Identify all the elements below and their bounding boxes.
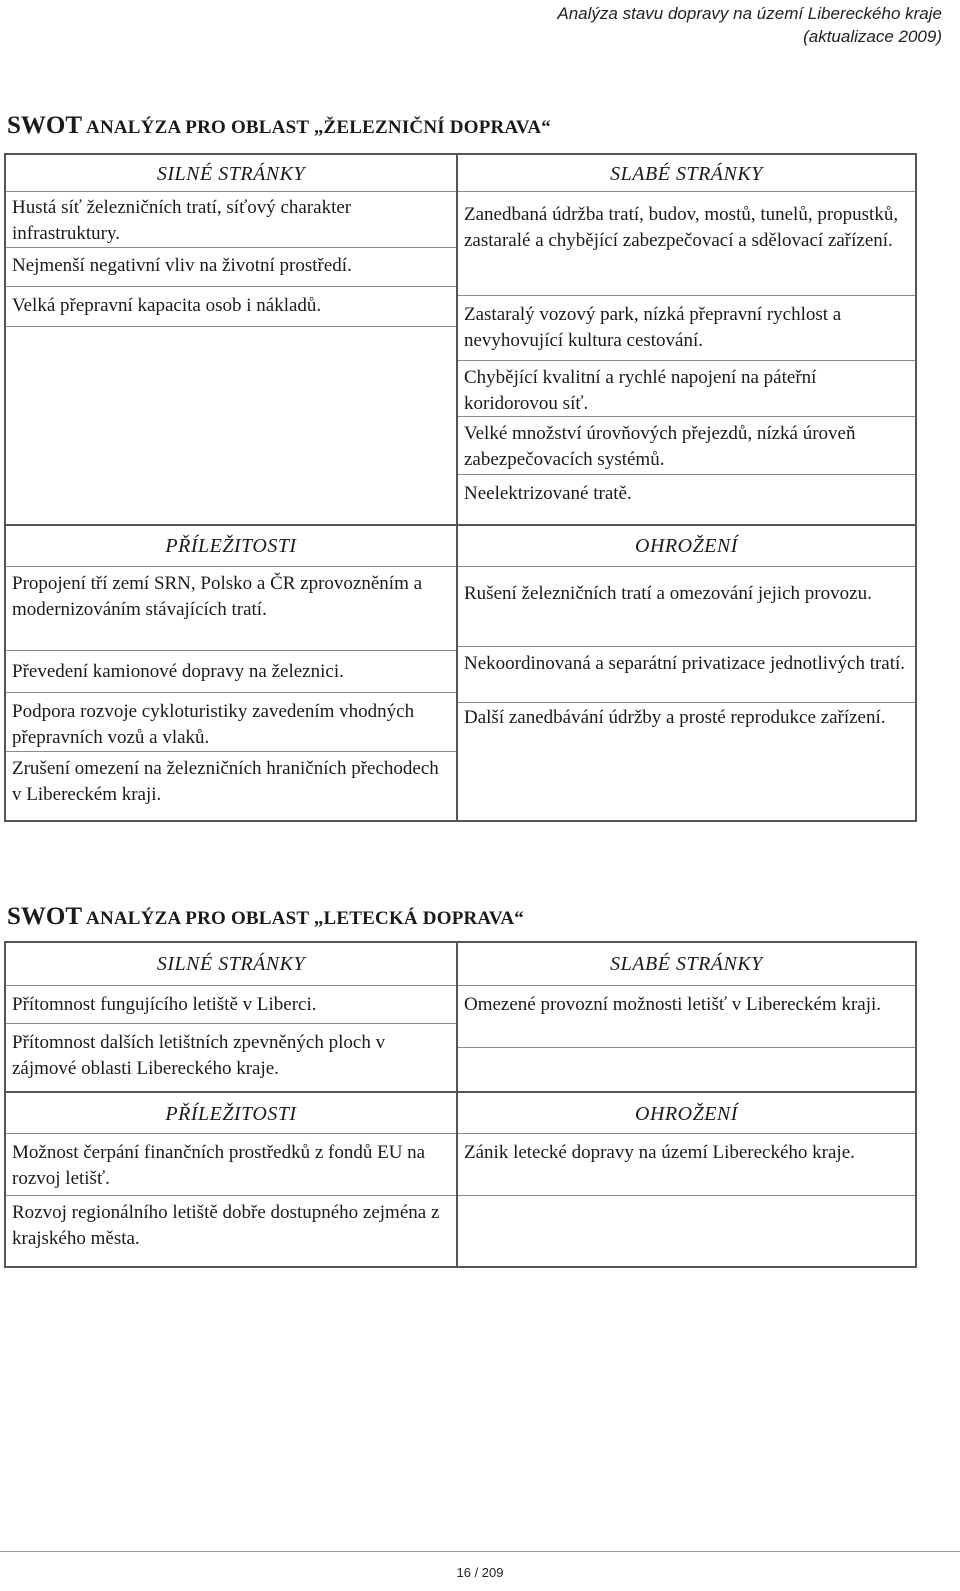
rail-weaknesses-heading: SLABÉ STRÁNKY	[458, 155, 915, 192]
rail-weakness-item: Neelektrizované tratě.	[464, 483, 632, 504]
rail-opportunity-item: Převedení kamionové dopravy na železnici.	[6, 651, 456, 693]
rail-strength-item: Nejmenší negativní vliv na životní prostředí.	[6, 248, 456, 287]
rail-threat-item: Nekoordinovaná a separátní privatizace jednotlivých tratí.	[458, 647, 915, 703]
air-strength-item: Přítomnost fungujícího letiště v Liberci.	[6, 986, 456, 1024]
air-strengths-cell	[5, 942, 457, 1092]
rail-opportunities-heading: PŘÍLEŽITOSTI	[6, 526, 456, 567]
header-subtitle: (aktualizace 2009)	[803, 27, 942, 46]
air-weakness-item: Omezené provozní možnosti letišť v Libereckém kraji.	[458, 986, 915, 1048]
rail-swot-table	[4, 153, 917, 822]
air-swot-table	[4, 941, 917, 1268]
rail-threat-item: Další zanedbávání údržby a prosté reprodukce zařízení.	[464, 707, 886, 728]
footer-divider	[0, 1551, 960, 1552]
air-threats-cell	[457, 1092, 916, 1267]
air-weaknesses-heading: SLABÉ STRÁNKY	[458, 943, 915, 986]
air-section-title	[7, 903, 524, 931]
rail-strengths-heading: SILNÉ STRÁNKY	[6, 155, 456, 192]
rail-opportunity-item: Zrušení omezení na železničních hraničních přechodech v Libereckém kraji.	[12, 758, 439, 805]
rail-strength-item: Hustá síť železničních tratí, síťový charakter infrastruktury.	[6, 192, 456, 248]
rail-threat-item: Rušení železničních tratí a omezování jejich provozu.	[458, 567, 915, 647]
rail-opportunity-item: Podpora rozvoje cykloturistiky zavedením vhodných přepravních vozů a vlaků.	[6, 693, 456, 752]
rail-weakness-item: Zanedbaná údržba tratí, budov, mostů, tunelů, propustků, zastaralé a chybějící zabezpečovací a sdělovací zařízení.	[458, 192, 915, 296]
air-opportunities-cell	[5, 1092, 457, 1267]
air-title-rest: ANALÝZA PRO OBLAST „LETECKÁ DOPRAVA“	[86, 908, 524, 929]
air-threats-heading: OHROŽENÍ	[458, 1093, 915, 1134]
air-strengths-heading: SILNÉ STRÁNKY	[6, 943, 456, 986]
page-number: 16 / 209	[456, 1565, 504, 1580]
air-strength-item: Přítomnost dalších letištních zpevněných ploch v zájmové oblasti Libereckého kraje.	[12, 1032, 386, 1079]
air-threat-item: Zánik letecké dopravy na území Libereckého kraje.	[458, 1134, 915, 1196]
rail-opportunity-item: Propojení tří zemí SRN, Polsko a ČR zprovozněním a modernizováním stávajících tratí.	[6, 567, 456, 651]
rail-opportunities-cell	[5, 525, 457, 821]
rail-weakness-item: Chybějící kvalitní a rychlé napojení na páteřní koridorovou síť.	[458, 361, 915, 417]
rail-strength-item: Velká přepravní kapacita osob i nákladů.	[6, 287, 456, 327]
air-weaknesses-cell	[457, 942, 916, 1092]
air-title-swot: SWOT	[7, 903, 83, 930]
air-opportunities-heading: PŘÍLEŽITOSTI	[6, 1093, 456, 1134]
rail-strengths-cell	[5, 154, 457, 525]
rail-weaknesses-cell	[457, 154, 916, 525]
rail-threats-heading: OHROŽENÍ	[458, 526, 915, 567]
rail-title-swot: SWOT	[7, 112, 83, 139]
rail-weakness-item: Velké množství úrovňových přejezdů, nízká úroveň zabezpečovacích systémů.	[458, 417, 915, 475]
header-title: Analýza stavu dopravy na území Libereckého kraje	[557, 4, 942, 23]
rail-section-title	[7, 112, 551, 140]
air-opportunity-item: Rozvoj regionálního letiště dobře dostupného zejména z krajského města.	[12, 1202, 440, 1249]
rail-threats-cell	[457, 525, 916, 821]
rail-title-rest: ANALÝZA PRO OBLAST „ŽELEZNIČNÍ DOPRAVA“	[86, 117, 551, 138]
air-opportunity-item: Možnost čerpání finančních prostředků z fondů EU na rozvoj letišť.	[6, 1134, 456, 1196]
page-header	[557, 2, 942, 48]
rail-weakness-item: Zastaralý vozový park, nízká přepravní rychlost a nevyhovující kultura cestování.	[458, 296, 915, 361]
